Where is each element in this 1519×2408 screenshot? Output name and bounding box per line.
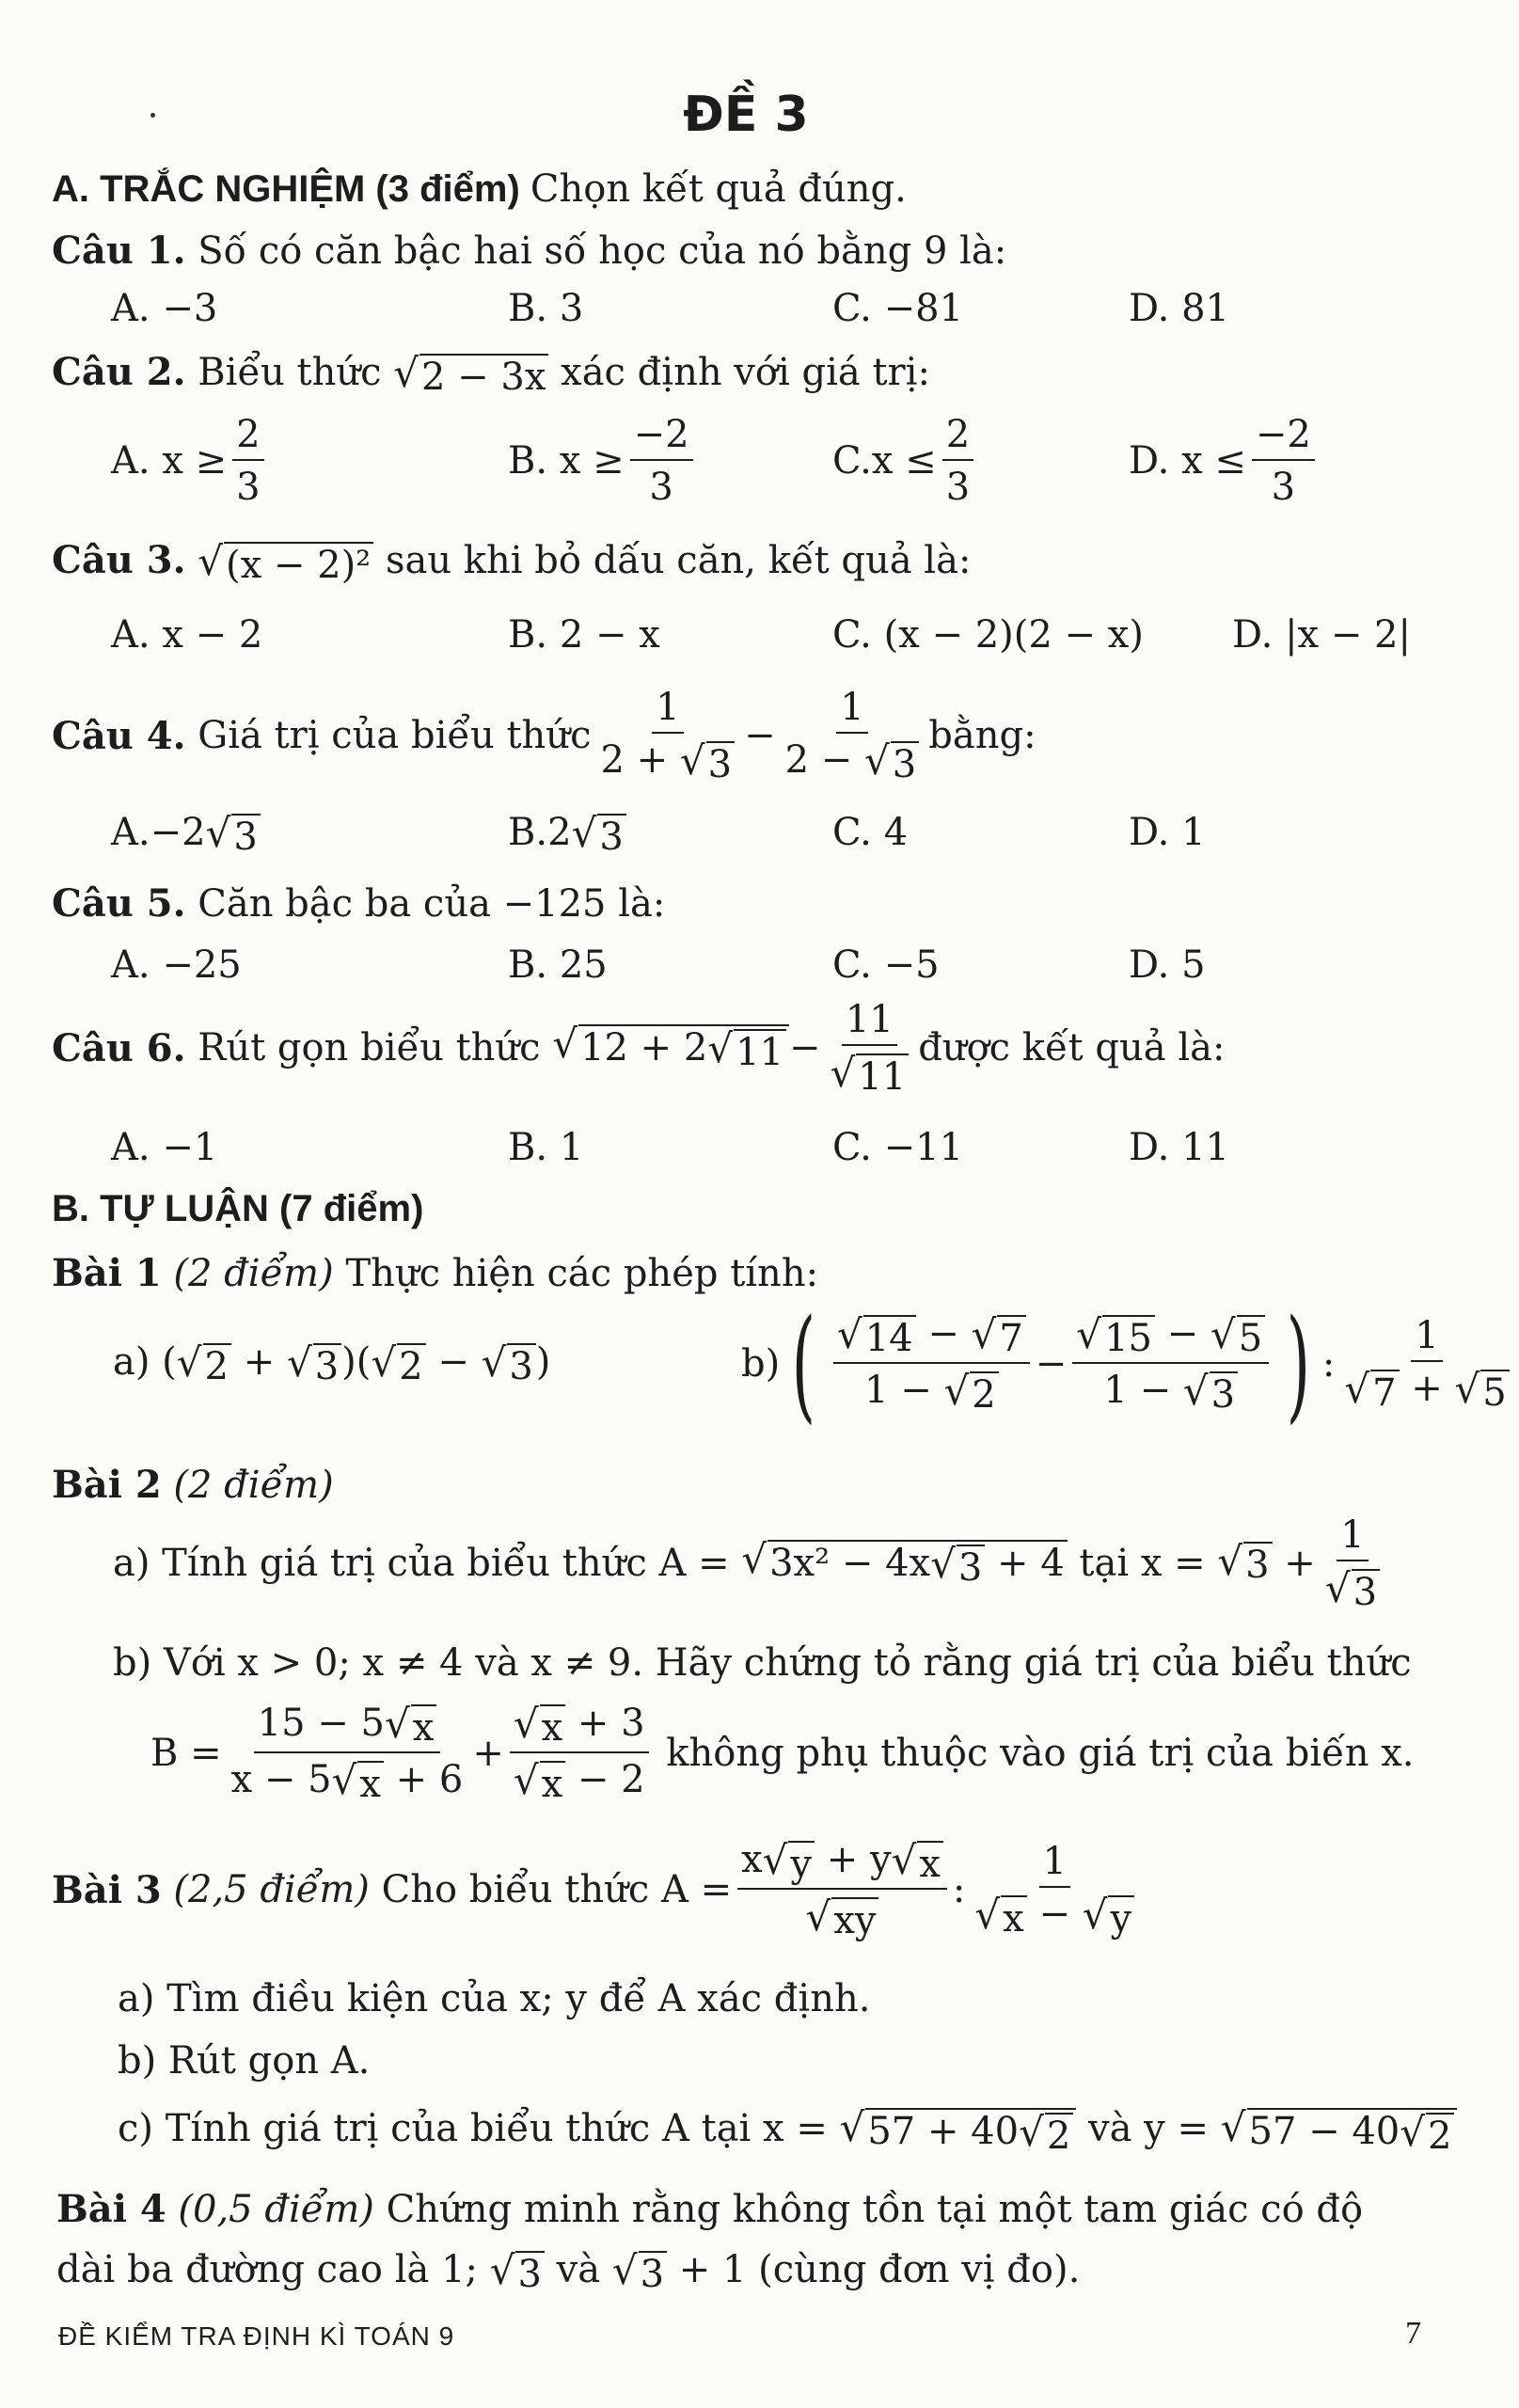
bai-1-a: a) ( √ 2 + √ 3 )( √ 2 − √ 3 ) xyxy=(113,1339,551,1388)
bai-2-b: b) Với x > 0; x ≠ 4 và x ≠ 9. Hãy chứng tỏ rằng giá trị của biểu thức xyxy=(113,1641,1412,1685)
q2-option-c: C.x ≤ $\frac{2}{3}$ xyxy=(832,414,979,508)
page-number: 7 xyxy=(1405,2316,1421,2351)
q1-option-b: B. 3 xyxy=(508,287,584,330)
fraction: 11 √ 11 xyxy=(827,999,913,1097)
q1-option-d: D. 81 xyxy=(1129,287,1229,330)
q6-option-a: A. −1 xyxy=(111,1126,218,1169)
q4-option-d: D. 1 xyxy=(1129,811,1206,854)
fraction: 1 2 + √ 3 xyxy=(596,687,738,784)
bai-2-b-expression: B = 15 − 5 √ x x − 5 √ x + 6 + √ x + 3 √ x − 2 không phụ thuộc vào giá trị của biến x. xyxy=(150,1701,1415,1806)
bai-1: Bài 1 (2 điểm) Thực hiện các phép tính: xyxy=(52,1251,819,1295)
q4-option-a: A.−2 √ 3 xyxy=(111,811,261,857)
bai-2: Bài 2 (2 điểm) xyxy=(52,1463,334,1507)
bai-3-b: b) Rút gọn A. xyxy=(118,2039,371,2083)
q5-option-b: B. 25 xyxy=(508,943,608,987)
q4-option-b: B.2 √ 3 xyxy=(508,811,626,857)
bai-3-a: a) Tìm điều kiện của x; y để A xác định. xyxy=(118,1977,871,2020)
question-6: Câu 6. Rút gọn biểu thức √ 12 + 2 √ 11 − 11 √ 11 được kết quả là: xyxy=(52,998,1226,1099)
sqrt-expression: √ 2 − 3x xyxy=(393,354,548,397)
q1-option-a: A. −3 xyxy=(111,287,218,330)
q2-option-d: D. x ≤ $\frac{-2}{3}$ xyxy=(1129,414,1321,508)
q3-option-c: C. (x − 2)(2 − x) xyxy=(832,613,1144,657)
sqrt-expression: √ (x − 2)² xyxy=(198,542,373,585)
question-4: Câu 4. Giá trị của biểu thức 1 2 + √ 3 − 1 2 − √ 3 bằng: xyxy=(52,686,1036,786)
footer-title: ĐỀ KIỂM TRA ĐỊNH KÌ TOÁN 9 xyxy=(58,2321,455,2351)
q5-option-d: D. 5 xyxy=(1129,943,1206,987)
q3-option-b: B. 2 − x xyxy=(508,613,660,657)
bai-3-c: c) Tính giá trị của biểu thức A tại x = √ 57 + 40 √ 2 và y = √ 57 − 40 √ 2 xyxy=(118,2107,1457,2156)
q3-option-d: D. |x − 2| xyxy=(1232,613,1411,657)
q2-option-a: A. x ≥ $\frac{2}{3}$ xyxy=(111,414,270,508)
question-2: Câu 2. Biểu thức √ 2 − 3x xác định với giá trị: xyxy=(52,350,930,399)
q5-option-c: C. −5 xyxy=(832,943,940,987)
question-3: Câu 3. √ (x − 2)² sau khi bỏ dấu căn, kết quả là: xyxy=(52,538,972,587)
section-a-heading: A. TRẮC NGHIỆM (3 điểm) Chọn kết quả đúng. xyxy=(52,167,907,211)
section-b-heading: B. TỰ LUẬN (7 điểm) xyxy=(52,1188,424,1229)
q2-option-b: B. x ≥ $\frac{-2}{3}$ xyxy=(508,414,699,508)
q5-option-a: A. −25 xyxy=(111,943,242,987)
q6-option-c: C. −11 xyxy=(832,1126,964,1169)
q4-option-c: C. 4 xyxy=(832,811,909,854)
q1-option-c: C. −81 xyxy=(832,287,964,330)
question-5: Câu 5. Căn bậc ba của −125 là: xyxy=(52,881,666,926)
bai-2-a: a) Tính giá trị của biểu thức A = √ 3x² − 4x √ 3 + 4 tại x = √ 3 + 1 √ 3 xyxy=(113,1514,1389,1612)
question-1: Câu 1. Số có căn bậc hai số học của nó bằng 9 là: xyxy=(52,229,1007,273)
page-title: ĐỀ 3 xyxy=(683,87,809,143)
q6-option-b: B. 1 xyxy=(508,1126,584,1169)
bai-4-line-2: dài ba đường cao là 1; √ 3 và √ 3 + 1 (cùng đơn vị đo). xyxy=(56,2247,1081,2296)
bai-4: Bài 4 (0,5 điểm) Chứng minh rằng không tồn tại một tam giác có độ xyxy=(56,2187,1364,2231)
bai-1-b: b) ( √ 14 − √ 7 1 − √ 2 − √ 15 − √ 5 1 − √ 3 ) : 1 √ 7 + √ 5 xyxy=(741,1303,1519,1425)
fraction: 1 2 − √ 3 xyxy=(782,687,924,784)
bai-3: Bài 3 (2,5 điểm) Cho biểu thức A = x √ y + y √ x √ xy : 1 √ x − √ y xyxy=(52,1839,1144,1941)
q3-option-a: A. x − 2 xyxy=(111,613,263,657)
q6-option-d: D. 11 xyxy=(1129,1126,1229,1169)
